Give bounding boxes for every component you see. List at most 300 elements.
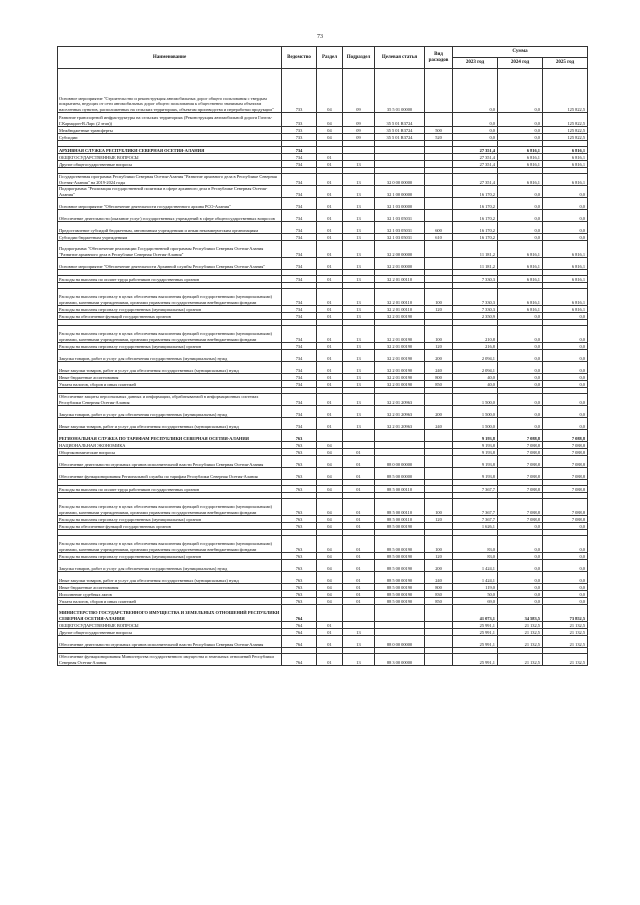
cell-v1: 9 193,8	[453, 430, 498, 442]
cell-e: 800	[425, 584, 453, 591]
cell-v1: 0,0	[453, 127, 498, 134]
cell-v1: 2 350,9	[453, 313, 498, 320]
cell-d: 764	[282, 654, 317, 666]
cell-v3: 0,0	[543, 560, 588, 572]
cell-v2: 7 088,8	[498, 442, 543, 449]
cell-d: 734	[282, 289, 317, 306]
cell-v1: 16 170,2	[453, 210, 498, 222]
cell-s: 04	[317, 127, 343, 134]
cell-name: ОБЩЕГОСУДАРСТВЕННЫЕ ВОПРОСЫ	[58, 154, 282, 161]
cell-v1: 2 094,1	[453, 362, 498, 374]
cell-d: 763	[282, 553, 317, 560]
cell-v3: 7 088,8	[543, 516, 588, 523]
cell-v3: 7 088,8	[543, 449, 588, 456]
table-body	[58, 69, 588, 666]
cell-v2: 0,0	[498, 198, 543, 210]
cell-v3: 0,0	[543, 536, 588, 553]
cell-t	[375, 605, 425, 622]
cell-v1: 1 500,0	[453, 394, 498, 406]
cell-v2: 6 816,1	[498, 147, 543, 154]
cell-d: 763	[282, 456, 317, 468]
cell-t: 32 2 01 00110	[375, 306, 425, 313]
cell-name: Подпрограмма "Обеспечение реализации Государственной программы Республики Северная Осетия-Алания "Развитие архивного дела в Республике Северная Осетия-Алания"	[58, 241, 282, 258]
cell-v1: 7 367,7	[453, 499, 498, 516]
cell-v3: 21 132,5	[543, 622, 588, 629]
cell-d: 734	[282, 362, 317, 374]
cell-name: Субсидии	[58, 134, 282, 141]
cell-v2: 21 132,5	[498, 636, 543, 648]
cell-t: 32 1 03 05031	[375, 222, 425, 234]
cell-d: 763	[282, 536, 317, 553]
cell-v3: 6 816,1	[543, 154, 588, 161]
table-row	[58, 394, 588, 406]
cell-v1: 7 367,7	[453, 516, 498, 523]
cell-v3: 7 088,8	[543, 430, 588, 442]
cell-v1: 9 193,8	[453, 456, 498, 468]
cell-e	[425, 69, 453, 113]
cell-d: 734	[282, 276, 317, 283]
cell-v3: 0,0	[543, 198, 588, 210]
cell-v2: 0,0	[498, 350, 543, 362]
cell-t: 32 2 01 20963	[375, 418, 425, 430]
cell-v1: 16 170,2	[453, 234, 498, 241]
cell-t: 32 2 01 00110	[375, 289, 425, 306]
cell-name: Расходы на выплаты персоналу государственных (муниципальных) органов	[58, 343, 282, 350]
cell-s: 01	[317, 629, 343, 636]
cell-d: 763	[282, 560, 317, 572]
table-row	[58, 374, 588, 381]
cell-v2: 6 816,1	[498, 276, 543, 283]
cell-ss: 09	[343, 127, 375, 134]
header-exp-type: Вид расходов	[425, 47, 453, 69]
cell-v3: 6 816,1	[543, 147, 588, 154]
cell-ss: 13	[343, 306, 375, 313]
cell-v1: 11 181,2	[453, 241, 498, 258]
cell-v2: 6 816,1	[498, 289, 543, 306]
table-row	[58, 154, 588, 161]
table-row	[58, 605, 588, 622]
cell-v1: 0,0	[453, 69, 498, 113]
cell-ss: 13	[343, 198, 375, 210]
cell-v1: 9 193,8	[453, 442, 498, 449]
table-row	[58, 222, 588, 234]
cell-v1: 7 330,3	[453, 306, 498, 313]
cell-d: 763	[282, 430, 317, 442]
cell-v2: 7 088,8	[498, 516, 543, 523]
cell-v1: 16 170,2	[453, 186, 498, 198]
cell-d: 734	[282, 222, 317, 234]
cell-v1: 25 991,1	[453, 629, 498, 636]
header-year-2023: 2023 год	[453, 58, 498, 69]
cell-v3: 0,0	[543, 394, 588, 406]
cell-s: 04	[317, 584, 343, 591]
cell-e	[425, 636, 453, 648]
cell-t: 88 5 00 00190	[375, 591, 425, 598]
cell-v1: 25 991,1	[453, 622, 498, 629]
cell-v2: 21 132,5	[498, 629, 543, 636]
table-row	[58, 486, 588, 493]
cell-e	[425, 161, 453, 168]
cell-s: 01	[317, 241, 343, 258]
table-row	[58, 258, 588, 270]
cell-v3: 0,0	[543, 523, 588, 530]
cell-v1: 25 991,1	[453, 654, 498, 666]
cell-s: 01	[317, 258, 343, 270]
cell-v1: 1 424,1	[453, 560, 498, 572]
table-row	[58, 406, 588, 418]
cell-ss: 13	[343, 418, 375, 430]
cell-v2: 7 088,8	[498, 499, 543, 516]
cell-s: 01	[317, 234, 343, 241]
cell-v2: 0,0	[498, 210, 543, 222]
cell-e: 240	[425, 572, 453, 584]
cell-d: 763	[282, 516, 317, 523]
cell-name: Закупка товаров, работ и услуг для обеспечения государственных (муниципальных) нужд	[58, 406, 282, 418]
cell-ss: 01	[343, 536, 375, 553]
cell-v1: 41 073,1	[453, 605, 498, 622]
cell-s: 01	[317, 313, 343, 320]
cell-t: 32 2 01 00190	[375, 374, 425, 381]
cell-s: 04	[317, 572, 343, 584]
cell-ss: 13	[343, 343, 375, 350]
cell-ss: 09	[343, 69, 375, 113]
cell-name: Государственная программа Республики Северная Осетия-Алания "Развитие архивного дела в Республике Северная Осетия-Алания" на 2019-2024 годы	[58, 174, 282, 186]
cell-v2: 0,0	[498, 560, 543, 572]
cell-v3: 0,0	[543, 406, 588, 418]
cell-v2: 0,0	[498, 362, 543, 374]
table-row	[58, 174, 588, 186]
cell-v2: 21 132,5	[498, 654, 543, 666]
cell-s: 01	[317, 174, 343, 186]
cell-s: 01	[317, 343, 343, 350]
header-sum: Сумма	[453, 47, 588, 58]
cell-s: 01	[317, 161, 343, 168]
table-row	[58, 198, 588, 210]
cell-e	[425, 186, 453, 198]
table-row	[58, 350, 588, 362]
cell-name: Общеэкономические вопросы	[58, 449, 282, 456]
cell-v1: 69,0	[453, 598, 498, 605]
cell-v3: 0,0	[543, 553, 588, 560]
cell-t: 32 2 01 00190	[375, 326, 425, 343]
cell-e: 800	[425, 374, 453, 381]
cell-s: 04	[317, 449, 343, 456]
cell-t: 35 5 01 00000	[375, 69, 425, 113]
cell-v1: 210,8	[453, 326, 498, 343]
cell-name: Расходы на выплаты персоналу государственных (муниципальных) органов	[58, 553, 282, 560]
cell-t	[375, 161, 425, 168]
cell-d: 733	[282, 69, 317, 113]
cell-name: Расходы на обеспечение функций государственных органов	[58, 313, 282, 320]
table-row	[58, 591, 588, 598]
cell-v2: 0,0	[498, 326, 543, 343]
cell-v1: 16 170,2	[453, 222, 498, 234]
cell-d: 734	[282, 350, 317, 362]
cell-t: 88 5 00 00190	[375, 523, 425, 530]
cell-name: Закупка товаров, работ и услуг для обеспечения государственных (муниципальных) нужд	[58, 350, 282, 362]
cell-d: 763	[282, 598, 317, 605]
cell-s: 01	[317, 362, 343, 374]
cell-e: 240	[425, 362, 453, 374]
cell-ss: 13	[343, 186, 375, 198]
table-row	[58, 276, 588, 283]
cell-e	[425, 113, 453, 127]
header-target: Целевая статья	[375, 47, 425, 69]
cell-v1: 83,0	[453, 536, 498, 553]
header-year-2025: 2025 год	[543, 58, 588, 69]
cell-v3: 7 088,8	[543, 499, 588, 516]
cell-s: 04	[317, 486, 343, 493]
cell-name: Основное мероприятие "Обеспечение деятельности государственного архива РСО-Алания"	[58, 198, 282, 210]
cell-e	[425, 468, 453, 480]
cell-t: 32 1 03 00000	[375, 198, 425, 210]
cell-s: 01	[317, 381, 343, 388]
cell-name: Субсидии бюджетным учреждениям	[58, 234, 282, 241]
cell-e	[425, 629, 453, 636]
cell-v2: 0,0	[498, 134, 543, 141]
cell-v3: 7 088,8	[543, 442, 588, 449]
cell-t: 32 2 01 00190	[375, 313, 425, 320]
cell-name: Подпрограмма "Реализация государственной политики в сфере архивного дела в Республике Северная Осетия-Алания"	[58, 186, 282, 198]
cell-name: Расходы на обеспечение функций государственных органов	[58, 523, 282, 530]
header-section: Раздел	[317, 47, 343, 69]
cell-v2: 0,0	[498, 553, 543, 560]
cell-t: 35 5 01 R3724	[375, 127, 425, 134]
cell-v1: 0,0	[453, 113, 498, 127]
table-row	[58, 113, 588, 127]
cell-ss: 01	[343, 516, 375, 523]
cell-v2: 0,0	[498, 343, 543, 350]
cell-s: 01	[317, 198, 343, 210]
cell-v3: 0,0	[543, 222, 588, 234]
table-row	[58, 636, 588, 648]
cell-s: 04	[317, 591, 343, 598]
cell-e: 500	[425, 127, 453, 134]
cell-ss: 01	[343, 560, 375, 572]
cell-ss: 09	[343, 113, 375, 127]
cell-ss: 13	[343, 258, 375, 270]
cell-d: 734	[282, 241, 317, 258]
cell-v3: 6 816,1	[543, 306, 588, 313]
cell-s: 01	[317, 374, 343, 381]
cell-d: 733	[282, 113, 317, 127]
cell-name: НАЦИОНАЛЬНАЯ ЭКОНОМИКА	[58, 442, 282, 449]
cell-v3: 7 088,8	[543, 486, 588, 493]
cell-ss: 09	[343, 134, 375, 141]
cell-v3: 6 816,1	[543, 161, 588, 168]
cell-s: 01	[317, 276, 343, 283]
cell-e	[425, 313, 453, 320]
cell-ss: 01	[343, 468, 375, 480]
cell-v3: 6 816,1	[543, 276, 588, 283]
cell-d: 763	[282, 442, 317, 449]
cell-e	[425, 430, 453, 442]
cell-t: 88 5 00 00190	[375, 560, 425, 572]
cell-t: 88 5 00 00190	[375, 598, 425, 605]
cell-t	[375, 430, 425, 442]
table-row	[58, 289, 588, 306]
cell-d: 734	[282, 161, 317, 168]
cell-t	[375, 629, 425, 636]
cell-s: 01	[317, 418, 343, 430]
table-row	[58, 418, 588, 430]
cell-name: Обеспечение функционирования Региональной службы по тарифам Республики Северная Осетия-Алания	[58, 468, 282, 480]
cell-ss: 13	[343, 289, 375, 306]
table-row	[58, 161, 588, 168]
cell-t: 35 5 01 R3724	[375, 134, 425, 141]
cell-s: 04	[317, 523, 343, 530]
cell-e	[425, 147, 453, 154]
cell-d: 734	[282, 306, 317, 313]
cell-t: 88 5 00 00110	[375, 516, 425, 523]
cell-v3: 6 816,1	[543, 258, 588, 270]
cell-v3: 125 822,5	[543, 134, 588, 141]
cell-v2: 6 816,1	[498, 154, 543, 161]
cell-d: 733	[282, 127, 317, 134]
cell-s: 01	[317, 154, 343, 161]
cell-v3: 0,0	[543, 584, 588, 591]
cell-t: 32 2 01 00190	[375, 381, 425, 388]
cell-e: 200	[425, 350, 453, 362]
cell-t: 88 0 00 00000	[375, 636, 425, 648]
cell-t: 88 5 00 00190	[375, 553, 425, 560]
cell-e: 120	[425, 343, 453, 350]
cell-v2: 0,0	[498, 584, 543, 591]
table-row	[58, 572, 588, 584]
cell-ss	[343, 605, 375, 622]
cell-s: 04	[317, 456, 343, 468]
cell-e	[425, 622, 453, 629]
cell-e: 850	[425, 381, 453, 388]
cell-e: 200	[425, 560, 453, 572]
cell-d: 763	[282, 572, 317, 584]
cell-v2: 7 088,8	[498, 486, 543, 493]
table-row	[58, 134, 588, 141]
cell-e: 120	[425, 516, 453, 523]
cell-d: 734	[282, 343, 317, 350]
cell-e	[425, 210, 453, 222]
cell-name: Расходы на выплаты персоналу государственных (муниципальных) органов	[58, 306, 282, 313]
cell-t: 88 5 00 00110	[375, 486, 425, 493]
cell-e: 830	[425, 591, 453, 598]
cell-t: 32 2 00 00000	[375, 241, 425, 258]
cell-ss: 13	[343, 326, 375, 343]
cell-s: 01	[317, 622, 343, 629]
cell-v2: 6 816,1	[498, 241, 543, 258]
cell-v1: 216,8	[453, 343, 498, 350]
cell-v2: 21 132,5	[498, 622, 543, 629]
cell-v2: 0,0	[498, 591, 543, 598]
cell-name: Расходы на выплаты персоналу в целях обеспечения выполнения функций государственными (муниципальными) органами, казенными учреждениями, органами управления государственными внебюджетными фондами	[58, 289, 282, 306]
cell-v3: 7 088,8	[543, 456, 588, 468]
table-row	[58, 343, 588, 350]
cell-d: 763	[282, 499, 317, 516]
cell-ss: 13	[343, 374, 375, 381]
cell-ss: 01	[343, 584, 375, 591]
cell-v3: 21 132,5	[543, 654, 588, 666]
cell-name: Развитие транспортной инфраструктуры на сельских территориях (Реконструкция автомобильной дороги Гизель-Г.Кармадон-В.Ларс (2 этап))	[58, 113, 282, 127]
cell-s: 04	[317, 598, 343, 605]
cell-name: РЕГИОНАЛЬНАЯ СЛУЖБА ПО ТАРИФАМ РЕСПУБЛИКИ СЕВЕРНАЯ ОСЕТИЯ-АЛАНИЯ	[58, 430, 282, 442]
cell-v3: 0,0	[543, 186, 588, 198]
table-row	[58, 306, 588, 313]
cell-d: 734	[282, 374, 317, 381]
cell-ss: 13	[343, 381, 375, 388]
cell-name: Иные бюджетные ассигнования	[58, 374, 282, 381]
cell-d: 733	[282, 134, 317, 141]
cell-t: 32 1 03 05031	[375, 210, 425, 222]
cell-ss: 13	[343, 394, 375, 406]
cell-e: 100	[425, 536, 453, 553]
cell-v3: 0,0	[543, 381, 588, 388]
cell-s: 01	[317, 306, 343, 313]
table-row	[58, 553, 588, 560]
cell-ss: 13	[343, 629, 375, 636]
cell-v2: 0,0	[498, 418, 543, 430]
cell-s: 04	[317, 516, 343, 523]
cell-d: 734	[282, 154, 317, 161]
cell-v1: 1 500,0	[453, 418, 498, 430]
cell-v1: 0,0	[453, 134, 498, 141]
cell-v2: 6 816,1	[498, 174, 543, 186]
cell-t: 32 2 01 20963	[375, 394, 425, 406]
cell-ss: 13	[343, 350, 375, 362]
cell-v1: 83,0	[453, 553, 498, 560]
cell-s	[317, 430, 343, 442]
table-row	[58, 127, 588, 134]
cell-name: МИНИСТЕРСТВО ГОСУДАРСТВЕННОГО ИМУЩЕСТВА И ЗЕМЕЛЬНЫХ ОТНОШЕНИЙ РЕСПУБЛИКИ СЕВЕРНАЯ ОСЕТИЯ-АЛАНИЯ	[58, 605, 282, 622]
cell-name: Обеспечение функционирования Министерства государственного имущества и земельных отношений Республики Северная Осетия-Алания	[58, 654, 282, 666]
header-dept: Ведомство	[282, 47, 317, 69]
cell-s: 04	[317, 553, 343, 560]
table-row	[58, 430, 588, 442]
cell-d: 734	[282, 186, 317, 198]
table-row	[58, 456, 588, 468]
cell-ss: 13	[343, 161, 375, 168]
cell-v2: 6 816,1	[498, 161, 543, 168]
cell-ss: 13	[343, 234, 375, 241]
cell-t	[375, 449, 425, 456]
cell-ss: 01	[343, 449, 375, 456]
cell-name: Обеспечение защиты персональных данных и информации, обрабатываемой в информационных системах Республики Северная Осетия-Алания	[58, 394, 282, 406]
cell-name: Обеспечение деятельности отдельных органов исполнительной власти Республики Северная Осетия-Алания	[58, 456, 282, 468]
cell-v2: 7 088,8	[498, 449, 543, 456]
table-row	[58, 381, 588, 388]
cell-name: Межбюджетные трансферты	[58, 127, 282, 134]
cell-e	[425, 456, 453, 468]
cell-d: 734	[282, 258, 317, 270]
cell-e	[425, 523, 453, 530]
cell-name: АРХИВНАЯ СЛУЖБА РЕСПУБЛИКИ СЕВЕРНАЯ ОСЕТИЯ-АЛАНИЯ	[58, 147, 282, 154]
cell-v1: 27 351,4	[453, 161, 498, 168]
cell-v2: 0,0	[498, 394, 543, 406]
cell-name: ОБЩЕГОСУДАРСТВЕННЫЕ ВОПРОСЫ	[58, 622, 282, 629]
cell-d: 763	[282, 449, 317, 456]
cell-v3: 0,0	[543, 418, 588, 430]
cell-d: 764	[282, 629, 317, 636]
cell-v3: 0,0	[543, 362, 588, 374]
cell-d: 763	[282, 591, 317, 598]
table-row	[58, 147, 588, 154]
cell-v3: 0,0	[543, 326, 588, 343]
cell-name: Иные бюджетные ассигнования	[58, 584, 282, 591]
cell-s: 04	[317, 468, 343, 480]
cell-v3: 21 132,5	[543, 629, 588, 636]
cell-d: 734	[282, 210, 317, 222]
cell-v1: 119,0	[453, 584, 498, 591]
cell-d: 763	[282, 468, 317, 480]
table-row	[58, 362, 588, 374]
